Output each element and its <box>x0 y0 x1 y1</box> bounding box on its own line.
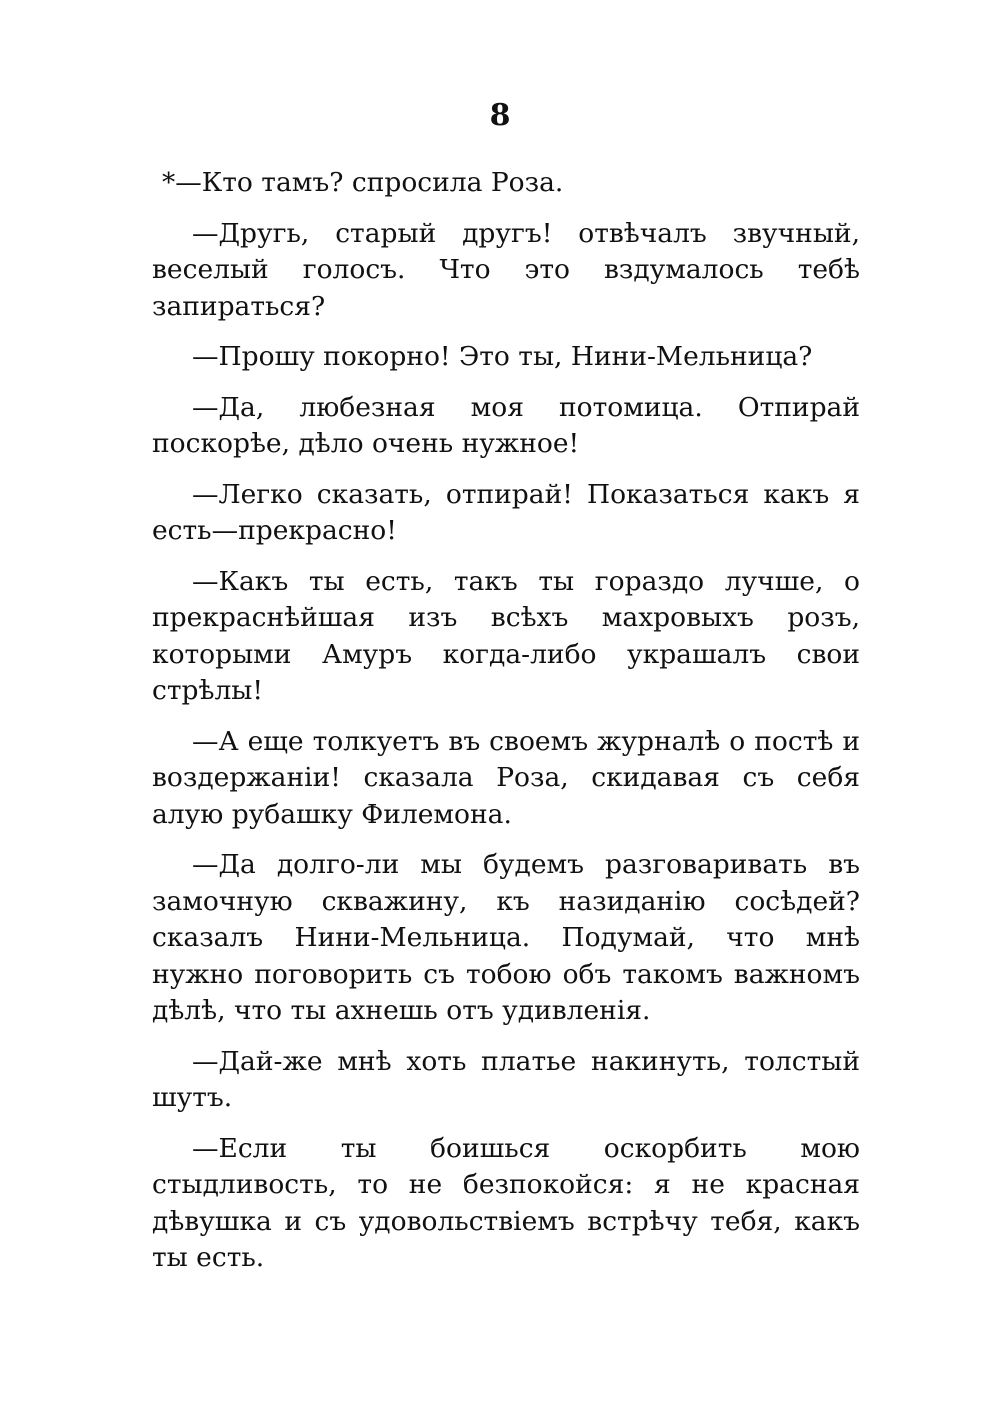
paragraph: —Дай-же мнѣ хоть платье накинуть, толстый шутъ. <box>152 1045 860 1113</box>
paragraph: —А еще толкуетъ въ своемъ журналѣ о постѣ и воздержаніи! сказала Роза, скидавая съ себя алую рубашку Филемона. <box>152 725 860 830</box>
paragraph: *—Кто тамъ? спросила Роза. <box>162 167 564 198</box>
paragraph: —Да долго-ли мы будемъ разговаривать въ замочную скважину, къ назиданію сосѣдей? сказалъ Нини-Мельница. Подумай, что мнѣ нужно поговорить съ тобою объ такомъ важномъ дѣлѣ, что ты ахнешь отъ удивленія. <box>152 849 860 1026</box>
paragraph: —Если ты боишься оскорбить мою стыдливость, то не безпокойся: я не красная дѣвушка и съ удовольствіемъ встрѣчу тебя, какъ ты есть. <box>152 1132 860 1273</box>
paragraph: —Другь, старый другъ! отвѣчалъ звучный, веселый голосъ. Что это вздумалось тебѣ запираться? <box>152 217 860 322</box>
paragraph: —Какъ ты есть, такъ ты гораздо лучше, о прекраснѣйшая изъ всѣхъ махровыхъ розъ, которыми Амуръ когда-либо украшалъ свои стрѣлы! <box>152 565 860 706</box>
paragraph: —Легко сказать, отпирай! Показаться какъ я есть—прекрасно! <box>152 478 860 546</box>
text-body <box>152 165 860 1291</box>
paragraph: —Да, любезная моя потомица. Отпирай поскорѣе, дѣло очень нужное! <box>152 391 860 459</box>
paragraph: —Прошу покорно! Это ты, Нини-Мельница? <box>192 341 813 372</box>
page-number: 8 <box>489 98 511 133</box>
